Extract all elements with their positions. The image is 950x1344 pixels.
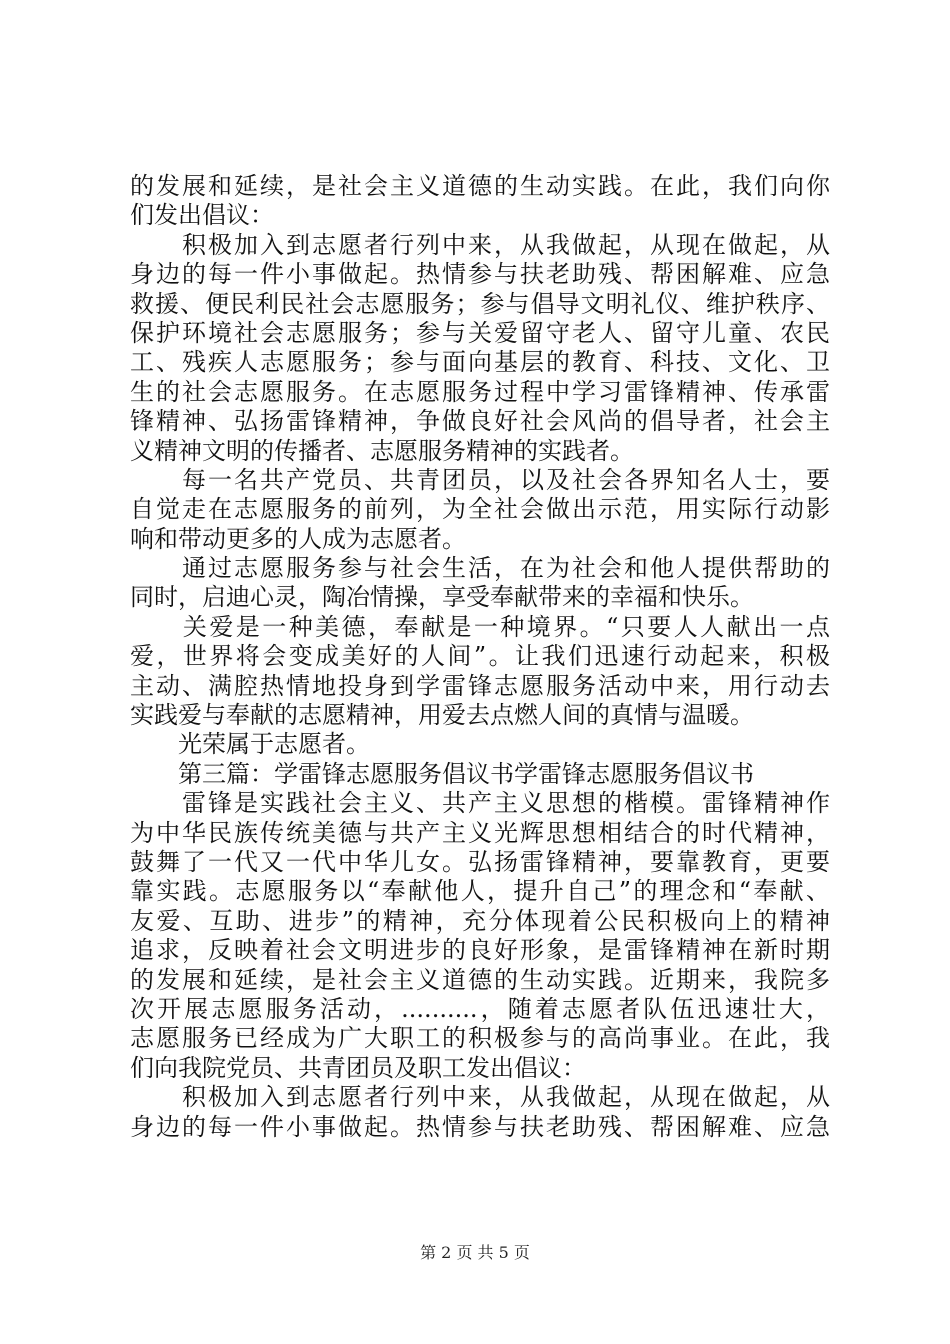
text-line: 的发展和延续，是社会主义道德的生动实践。近期来，我院多 (130, 965, 830, 994)
text-line: 救援、便民利民社会志愿服务；参与倡导文明礼仪、维护秩序、 (130, 289, 830, 318)
text-line: 追求，反映着社会文明进步的良好形象，是雷锋精神在新时期 (130, 936, 830, 965)
text-line: 锋精神、弘扬雷锋精神，争做良好社会风尚的倡导者，社会主 (130, 407, 830, 436)
text-line: 主动、满腔热情地投身到学雷锋志愿服务活动中来，用行动去 (130, 671, 830, 700)
text-line: 生的社会志愿服务。在志愿服务过程中学习雷锋精神、传承雷 (130, 377, 830, 406)
text-line: 的发展和延续，是社会主义道德的生动实践。在此，我们向你 (130, 172, 830, 200)
text-line: 身边的每一件小事做起。热情参与扶老助残、帮困解难、应急 (130, 260, 830, 289)
text-line: 响和带动更多的人成为志愿者。 (130, 524, 466, 553)
text-line: 第三篇：学雷锋志愿服务倡议书学雷锋志愿服务倡议书 (130, 759, 754, 788)
text-line: 次开展志愿服务活动，..........，随着志愿者队伍迅速壮大， (130, 994, 830, 1023)
text-line: 志愿服务已经成为广大职工的积极参与的高尚事业。在此，我 (130, 1024, 830, 1053)
text-line: 义精神文明的传播者、志愿服务精神的实践者。 (130, 436, 634, 465)
text-line: 实践爱与奉献的志愿精神，用爱去点燃人间的真情与温暖。 (130, 701, 754, 730)
text-line: 雷锋是实践社会主义、共产主义思想的楷模。雷锋精神作 (130, 789, 830, 818)
text-line: 为中华民族传统美德与共产主义光辉思想相结合的时代精神， (130, 818, 830, 847)
text-line: 每一名共产党员、共青团员，以及社会各界知名人士，要 (130, 465, 830, 494)
text-line: 积极加入到志愿者行列中来，从我做起，从现在做起，从 (130, 230, 830, 259)
text-line: 们向我院党员、共青团员及职工发出倡议： (130, 1053, 586, 1082)
text-line: 们发出倡议： (130, 201, 274, 230)
text-line: 积极加入到志愿者行列中来，从我做起，从现在做起，从 (130, 1083, 830, 1112)
text-line: 同时，启迪心灵，陶冶情操，享受奉献带来的幸福和快乐。 (130, 583, 754, 612)
text-line: 友爱、互助、进步”的精神，充分体现着公民积极向上的精神 (130, 906, 830, 935)
text-line: 鼓舞了一代又一代中华儿女。弘扬雷锋精神，要靠教育，更要 (130, 847, 830, 876)
document-body (130, 172, 830, 1142)
text-line: 自觉走在志愿服务的前列，为全社会做出示范，用实际行动影 (130, 495, 830, 524)
text-line: 光荣属于志愿者。 (130, 730, 370, 759)
text-line: 身边的每一件小事做起。热情参与扶老助残、帮困解难、应急 (130, 1112, 830, 1141)
text-line: 工、残疾人志愿服务；参与面向基层的教育、科技、文化、卫 (130, 348, 830, 377)
text-line: 通过志愿服务参与社会生活，在为社会和他人提供帮助的 (130, 554, 830, 583)
text-line: 靠实践。志愿服务以“奉献他人，提升自己”的理念和“奉献、 (130, 877, 830, 906)
text-line: 关爱是一种美德，奉献是一种境界。“只要人人献出一点 (130, 612, 830, 641)
text-line: 保护环境社会志愿服务；参与关爱留守老人、留守儿童、农民 (130, 318, 830, 347)
page-footer: 第 2 页 共 5 页 (420, 1243, 530, 1262)
text-line: 爱，世界将会变成美好的人间”。让我们迅速行动起来，积极 (130, 642, 830, 671)
